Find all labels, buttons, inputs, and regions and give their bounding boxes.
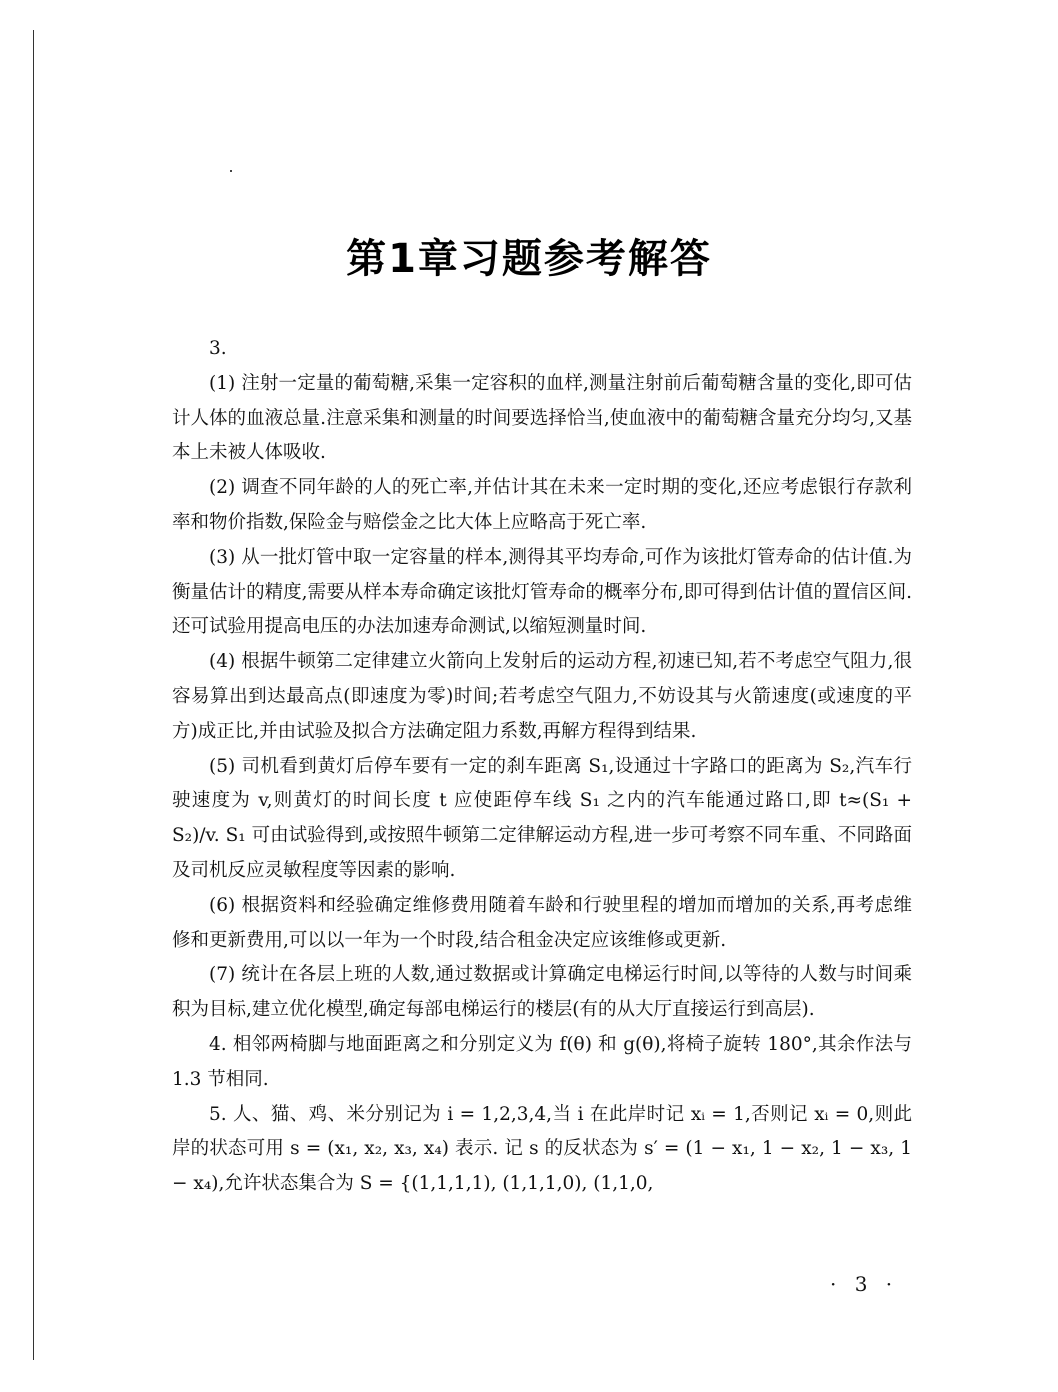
- paragraph-3-2: (2) 调查不同年龄的人的死亡率,并估计其在未来一定时期的变化,还应考虑银行存款利率和物价指数,保险金与赔偿金之比大体上应略高于死亡率.: [172, 477, 912, 533]
- paragraph-3-1: (1) 注射一定量的葡萄糖,采集一定容积的血样,测量注射前后葡萄糖含量的变化,即可估计人体的血液总量.注意采集和测量的时间要选择恰当,使血液中的葡萄糖含量充分均匀,又基本上未被人体吸收.: [172, 372, 912, 464]
- paragraph-4: 4. 相邻两椅脚与地面距离之和分别定义为 f(θ) 和 g(θ),将椅子旋转 180°,其余作法与 1.3 节相同.: [172, 1033, 912, 1090]
- chapter-title: 第1章习题参考解答: [346, 235, 712, 282]
- paragraph-3-6: (6) 根据资料和经验确定维修费用随着车龄和行驶里程的增加而增加的关系,再考虑维修和更新费用,可以以一年为一个时段,结合租金决定应该维修或更新.: [172, 894, 912, 951]
- paragraph-3-3: (3) 从一批灯管中取一定容量的样本,测得其平均寿命,可作为该批灯管寿命的估计值.为衡量估计的精度,需要从样本寿命确定该批灯管寿命的概率分布,即可得到估计值的置信区间.还可试验用提高电压的办法加速寿命测试,以缩短测量时间.: [172, 546, 912, 638]
- page-number: · 3 ·: [830, 1272, 899, 1296]
- paragraph-3-4: (4) 根据牛顿第二定律建立火箭向上发射后的运动方程,初速已知,若不考虑空气阻力,很容易算出到达最高点(即速度为零)时间;若考虑空气阻力,不妨设其与火箭速度(或速度的平方)成正比,并由试验及拟合方法确定阻力系数,再解方程得到结果.: [172, 651, 912, 742]
- document-body: [172, 332, 912, 1202]
- paragraph-3: 3.: [209, 338, 227, 359]
- paragraph-3-7: (7) 统计在各层上班的人数,通过数据或计算确定电梯运行时间,以等待的人数与时间乘积为目标,建立优化模型,确定每部电梯运行的楼层(有的从大厅直接运行到高层).: [172, 964, 912, 1021]
- paragraph-3-5: (5) 司机看到黄灯后停车要有一定的刹车距离 S₁,设通过十字路口的距离为 S₂,汽车行驶速度为 v,则黄灯的时间长度 t 应使距停车线 S₁ 之内的汽车能通过路口,即 t≈(S₁ + S₂)/v. S₁ 可由试验得到,或按照牛顿第二定律解运动方程,进一步可考察不同车重、不同路面及司机反应灵敏程度等因素的影响.: [172, 755, 912, 881]
- scan-speck: [230, 170, 232, 172]
- paragraph-5: 5. 人、猫、鸡、米分别记为 i = 1,2,3,4,当 i 在此岸时记 xᵢ = 1,否则记 xᵢ = 0,则此岸的状态可用 s = (x₁, x₂, x₃, x₄) 表示. 记 s 的反状态为 s′ = (1 − x₁, 1 − x₂, 1 − x₃, 1 − x₄),允许状态集合为 S = {(1,1,1,1), (1,1,1,0), (1,1,0,: [172, 1103, 912, 1195]
